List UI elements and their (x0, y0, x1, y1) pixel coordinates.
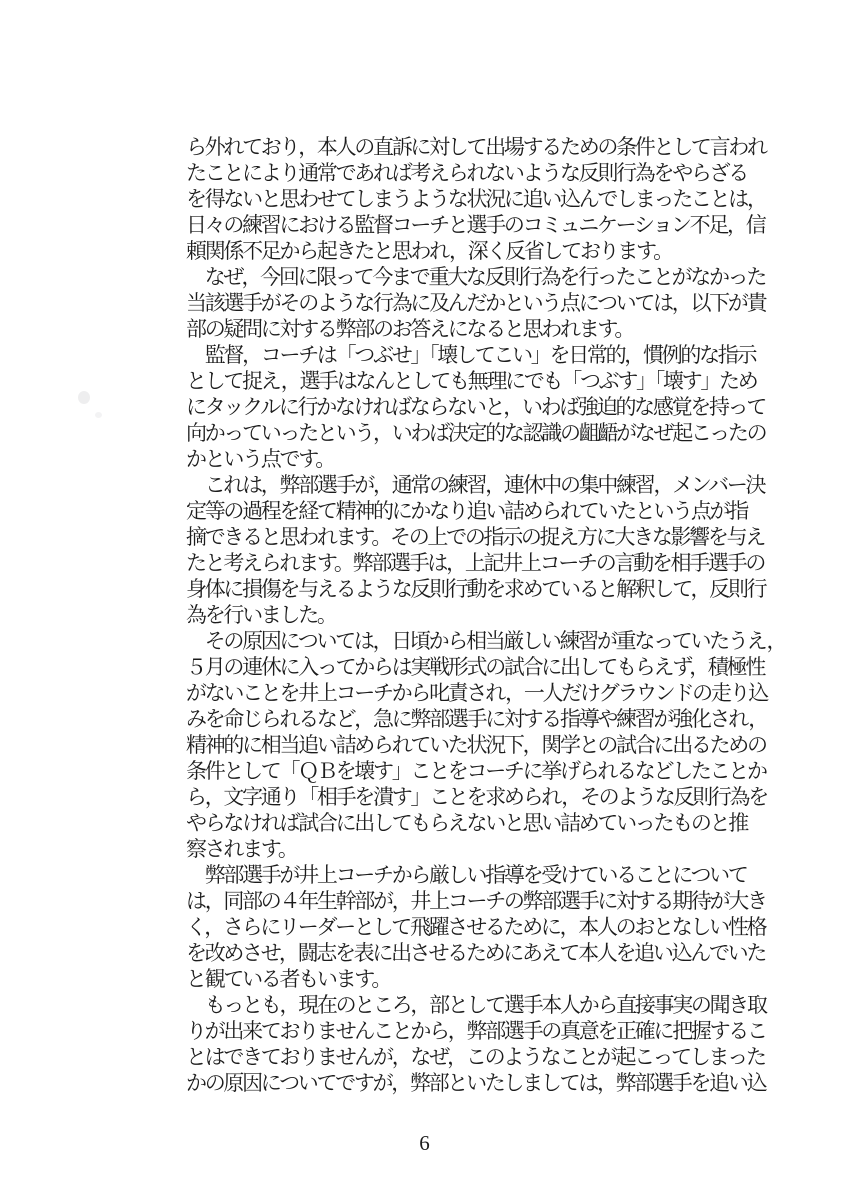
text-line: 為を行いました。 (186, 603, 336, 627)
text-line: 弊部選手が井上コーチから厳しい指導を受けていることについて (186, 863, 747, 887)
text-line: 監督，コーチは「つぶせ」「壊してこい」を日常的，慣例的な指示 (186, 343, 756, 367)
text-line: を改めさせ，闘志を表に出させるためにあえて本人を追い込んでいた (186, 941, 766, 965)
text-line: たと考えられます。弊部選手は，上記井上コーチの言動を相手選手の (186, 551, 765, 575)
text-line: かの原因についてですが，弊部といたしましては，弊部選手を追い込 (186, 1071, 766, 1095)
text-line: かという点です。 (186, 447, 334, 471)
text-line: と観ている者もいます。 (186, 967, 391, 991)
text-line: なぜ，今回に限って今まで重大な反則行為を行ったことがなかった (186, 265, 766, 289)
text-line: を得ないと思わせてしまうような状況に追い込んでしまったことは， (186, 187, 766, 211)
text-line: その原因については，日頃から相当厳しい練習が重なっていたうえ， (186, 629, 786, 653)
scan-artifact (78, 391, 90, 404)
text-line: 日々の練習における監督コーチと選手のコミュニケーション不足，信 (186, 213, 765, 237)
text-line: く，さらにリーダーとして飛躍させるために，本人のおとなしい性格 (186, 915, 766, 939)
text-line: ら，文字通り「相手を潰す」ことを求められ，そのような反則行為を (186, 785, 767, 809)
text-line: 頼関係不足から起きたと思われ，深く反省しております。 (186, 239, 672, 263)
text-line: 摘できると思われます。その上での指示の捉え方に大きな影響を与え (186, 525, 765, 549)
text-line: 部の疑問に対する弊部のお答えになると思われます。 (186, 317, 634, 341)
text-line: りが出来ておりませんことから，弊部選手の真意を正確に把握するこ (186, 1019, 766, 1043)
text-line: 精神的に相当追い詰められていた状況下，関学との試合に出るための (186, 733, 766, 757)
scan-artifact (95, 412, 102, 418)
text-line: にタックルに行かなければならないと，いわば強迫的な感覚を持って (186, 395, 766, 419)
text-line: たことにより通常であれば考えられないような反則行為をやらざる (186, 161, 747, 185)
text-line: として捉え，選手はなんとしても無理にでも「つぶす」「壊す」ため (186, 369, 757, 393)
text-line: ５月の連休に入ってからは実戦形式の試合に出してもらえず，積極性 (186, 655, 765, 679)
text-block (186, 134, 786, 1096)
text-line: これは，弊部選手が，通常の練習，連休中の集中練習，メンバー決 (186, 473, 765, 497)
text-line: ら外れており，本人の直訴に対して出場するための条件として言われ (186, 135, 766, 159)
text-line: 向かっていったという，いわば決定的な認識の齟齬がなぜ起こったの (186, 421, 766, 445)
text-line: とはできておりませんが，なぜ，このようなことが起こってしまった (186, 1045, 765, 1069)
text-line: 当該選手がそのような行為に及んだかという点については，以下が貴 (186, 291, 766, 315)
text-line: 身体に損傷を与えるような反則行動を求めていると解釈して，反則行 (186, 577, 766, 601)
text-line: がないことを井上コーチから叱責され，一人だけグラウンドの走り込 (186, 681, 767, 705)
page-number: 6 (419, 1131, 430, 1155)
text-line: は，同部の４年生幹部が，井上コーチの弊部選手に対する期待が大き (186, 889, 766, 913)
text-line: 定等の過程を経て精神的にかなり追い詰められていたという点が指 (186, 499, 747, 523)
text-line: 察されます。 (186, 837, 297, 861)
text-line: みを命じられるなど，急に弊部選手に対する指導や練習が強化され， (186, 707, 767, 731)
text-line: やらなければ試合に出してもらえないと思い詰めていったものと推 (186, 811, 747, 835)
text-line: もっとも，現在のところ，部として選手本人から直接事実の聞き取 (186, 993, 766, 1017)
text-line: 条件として「ＱＢを壊す」ことをコーチに挙げられるなどしたことか (186, 759, 766, 783)
